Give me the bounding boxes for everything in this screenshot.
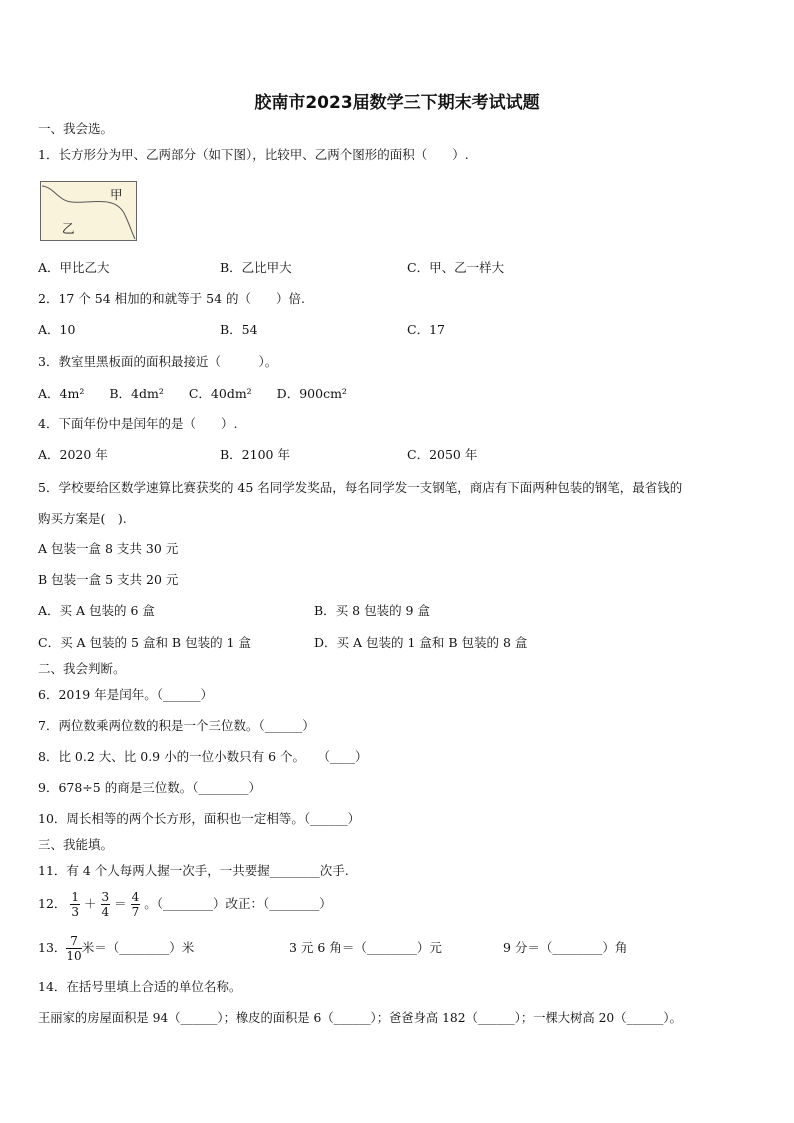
question-2-option-a[interactable]: A．10	[38, 322, 76, 337]
question-7: 7．两位数乘两位数的积是一个三位数。（______）	[38, 718, 315, 733]
fraction-numerator: 3	[101, 890, 110, 904]
question-12-tail: 。（________）改正：（________）	[144, 896, 332, 911]
fraction-numerator: 7	[66, 934, 81, 949]
question-5-package-a: A 包装一盒 8 支共 30 元	[38, 541, 179, 556]
question-1-option-a[interactable]: A．甲比乙大	[38, 260, 110, 275]
question-5-stem-line-1: 5．学校要给区数学速算比赛获奖的 45 名同学发奖品，每名同学发一支钢笔，商店有下面两种包装的钢笔，最省钱的	[38, 480, 683, 495]
fraction-numerator: 1	[71, 890, 80, 904]
fraction-seven-tenths	[66, 934, 81, 963]
question-13-part-1-text: 米＝（________）米	[81, 940, 195, 955]
question-4-option-a[interactable]: A．2020 年	[38, 447, 108, 462]
question-5-option-b[interactable]: B．买 8 包装的 9 盒	[314, 603, 430, 618]
rectangle-figure	[40, 181, 137, 241]
figure-label-yi: 乙	[62, 221, 75, 236]
question-1-option-c[interactable]: C．甲、乙一样大	[407, 260, 505, 275]
question-2-stem: 2．17 个 54 相加的和就等于 54 的（ ）倍.	[38, 291, 306, 306]
figure-label-jia: 甲	[110, 187, 123, 202]
question-10: 10．周长相等的两个长方形，面积也一定相等。（______）	[38, 811, 361, 826]
question-11: 11．有 4 个人每两人握一次手，一共要握________次手.	[38, 863, 349, 878]
question-4-stem: 4．下面年份中是闰年的是（ ）.	[38, 416, 238, 431]
question-2-option-b[interactable]: B．54	[220, 322, 258, 337]
question-1-option-b[interactable]: B．乙比甲大	[220, 260, 292, 275]
question-3-stem: 3．教室里黑板面的面积最接近（ ）。	[38, 354, 278, 369]
fraction-denominator: 7	[131, 905, 140, 919]
fraction-numerator: 4	[131, 890, 140, 904]
question-13-part-1	[38, 930, 194, 966]
fraction-denominator: 4	[101, 905, 110, 919]
section-heading-judge: 二、我会判断。	[38, 661, 126, 676]
section-heading-choice: 一、我会选。	[38, 121, 114, 136]
fraction-three-quarters	[101, 890, 111, 919]
question-4-option-c[interactable]: C．2050 年	[407, 447, 478, 462]
question-2-option-c[interactable]: C．17	[407, 322, 445, 337]
question-4-options	[38, 447, 758, 463]
fraction-denominator: 10	[66, 949, 82, 963]
question-6: 6．2019 年是闰年。（______）	[38, 687, 213, 702]
page-title: 胶南市2023届数学三下期末考试试题	[254, 93, 540, 113]
question-12-number: 12．	[38, 896, 67, 911]
question-5-option-a[interactable]: A．买 A 包装的 6 盒	[38, 603, 155, 618]
question-13-number: 13．	[38, 940, 67, 955]
question-5-stem-line-2: 购买方案是( ).	[38, 511, 127, 526]
question-13-part-3: 9 分＝（________）角	[503, 940, 628, 955]
section-heading-fill: 三、我能填。	[38, 837, 114, 852]
question-3-options[interactable]: A．4m² B．4dm² C．40dm² D．900cm²	[38, 386, 347, 401]
plus-sign: ＋	[84, 896, 97, 911]
question-8: 8．比 0.2 大、比 0.9 小的一位小数只有 6 个。 （____）	[38, 749, 368, 764]
question-14-stem: 14．在括号里填上合适的单位名称。	[38, 979, 242, 994]
fraction-one-third	[70, 890, 80, 919]
question-5-option-d[interactable]: D．买 A 包装的 1 盒和 B 包装的 8 盒	[314, 635, 528, 650]
fraction-denominator: 3	[71, 905, 80, 919]
question-5-option-c[interactable]: C．买 A 包装的 5 盒和 B 包装的 1 盒	[38, 635, 251, 650]
question-14-line: 王丽家的房屋面积是 94（______）；橡皮的面积是 6（______）；爸爸身高 182（______）；一棵大树高 20（______）。	[38, 1011, 682, 1025]
question-12	[38, 888, 332, 920]
question-9: 9．678÷5 的商是三位数。（________）	[38, 780, 261, 795]
question-2-options	[38, 322, 758, 338]
question-13-part-2: 3 元 6 角＝（________）元	[289, 940, 442, 955]
question-5-options-row-1	[38, 603, 758, 619]
question-1-options	[38, 260, 758, 276]
question-5-package-b: B 包装一盒 5 支共 20 元	[38, 572, 179, 587]
question-4-option-b[interactable]: B．2100 年	[220, 447, 290, 462]
question-1-stem: 1．长方形分为甲、乙两部分（如下图），比较甲、乙两个图形的面积（ ）.	[38, 147, 469, 162]
question-5-options-row-2	[38, 635, 758, 651]
fraction-four-sevenths	[131, 890, 141, 919]
question-13	[38, 930, 758, 966]
equals-sign: ＝	[114, 896, 127, 911]
